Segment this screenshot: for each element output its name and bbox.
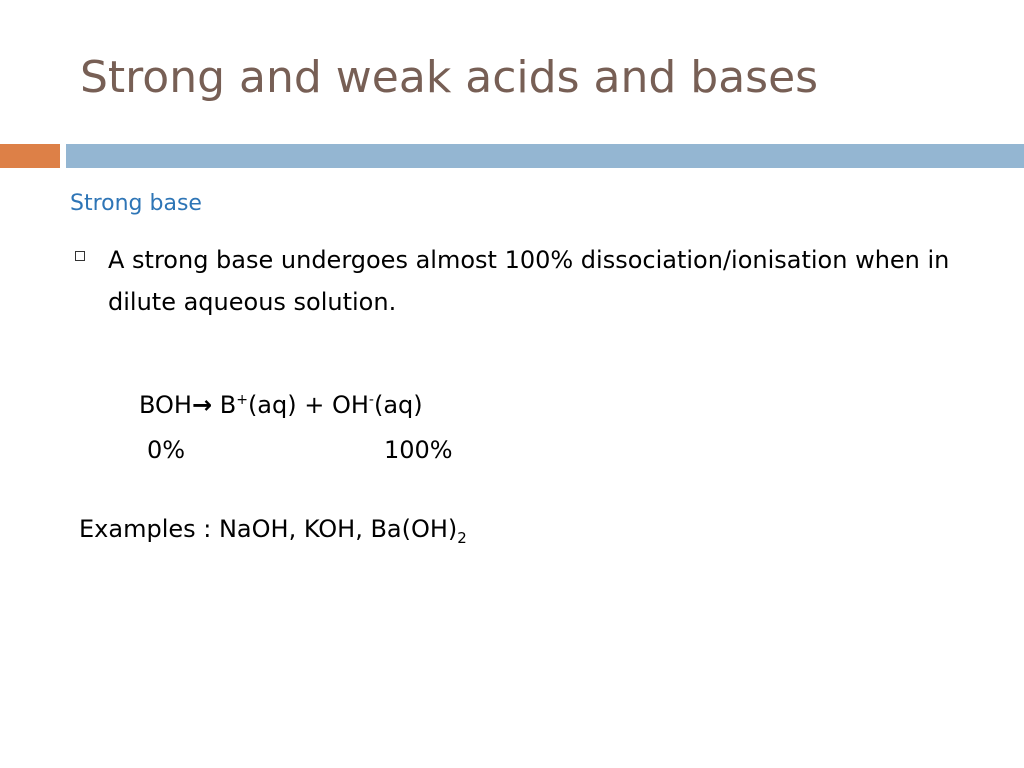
equation-charge-plus: +: [236, 392, 248, 408]
subheading-strong-base: Strong base: [70, 191, 202, 216]
accent-bar-blue: [66, 144, 1024, 168]
percent-left: 0%: [147, 436, 186, 464]
percent-right: 100%: [384, 436, 453, 464]
accent-bar-orange: [0, 144, 60, 168]
equation-charge-minus: -: [368, 392, 374, 408]
arrow-icon: →: [191, 391, 213, 419]
square-bullet-icon: [75, 251, 85, 261]
examples-subscript: 2: [457, 528, 467, 547]
equation-product1: B: [219, 391, 237, 419]
bullet-text: A strong base undergoes almost 100% dissociation/ionisation when in dilute aqueous solution.: [108, 246, 950, 316]
dissociation-equation: [139, 391, 423, 419]
equation-middle: (aq) + OH: [247, 391, 369, 419]
equation-reactant: BOH: [139, 391, 192, 419]
examples-text: Examples : NaOH, KOH, Ba(OH): [79, 515, 458, 543]
examples-line: [79, 515, 467, 547]
slide-title: Strong and weak acids and bases: [80, 52, 819, 103]
equation-end: (aq): [373, 391, 423, 419]
